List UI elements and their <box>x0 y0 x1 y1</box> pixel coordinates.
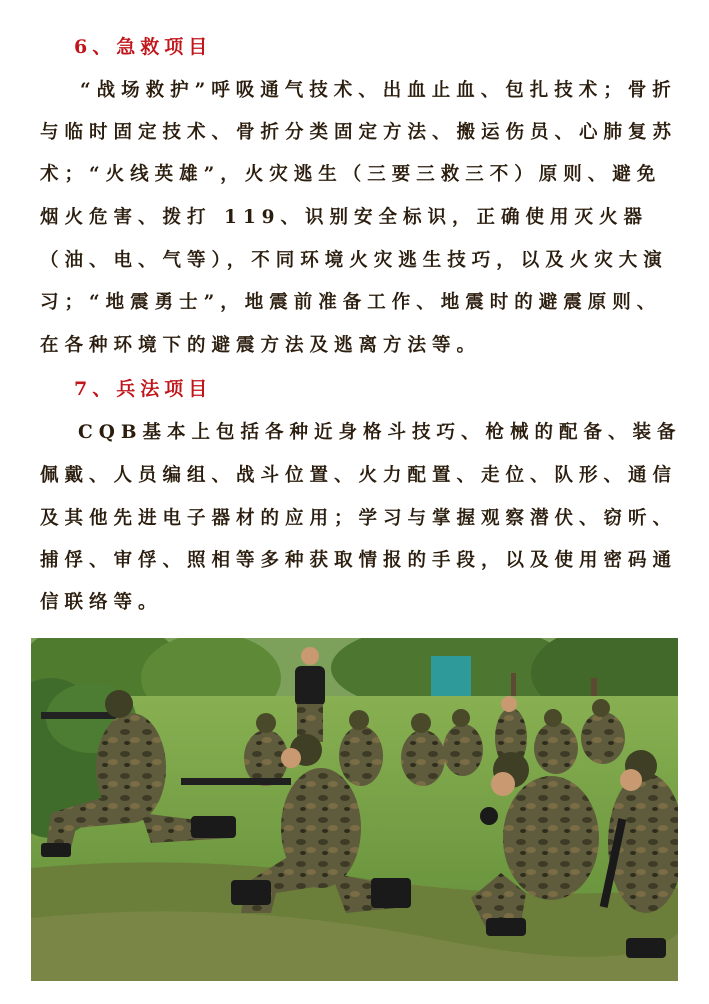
paragraph-line: 习；“地震勇士”，地震前准备工作、地震时的避震原则、 <box>40 292 662 313</box>
paragraph-line: 信联络等。 <box>40 592 163 613</box>
paragraph-line: 捕俘、审俘、照相等多种获取情报的手段，以及使用密码通 <box>40 550 678 571</box>
paragraph-line: （油、电、气等），不同环境火灾逃生技巧，以及火灾大演 <box>40 250 668 271</box>
paragraph-line: 在各种环境下的避震方法及逃离方法等。 <box>40 335 482 356</box>
training-photo <box>31 638 678 981</box>
paragraph-line: “战场救护”呼吸通气技术、出血止血、包扎技术；骨折 <box>80 80 677 101</box>
section-6-heading: 6、急救项目 <box>74 36 213 58</box>
paragraph-line: 术；“火线英雄”，火灾逃生（三要三救三不）原则、避免 <box>40 164 662 185</box>
paragraph-line: 烟火危害、拨打 119、识别安全标识，正确使用灭火器 <box>40 207 649 228</box>
paragraph-line: CQB基本上包括各种近身格斗技巧、枪械的配备、装备 <box>78 422 682 443</box>
paragraph-line: 与临时固定技术、骨折分类固定方法、搬运伤员、心肺复苏 <box>40 122 678 143</box>
paragraph-line: 佩戴、人员编组、战斗位置、火力配置、走位、队形、通信 <box>40 465 678 486</box>
section-7-heading: 7、兵法项目 <box>74 378 213 400</box>
paragraph-line: 及其他先进电子器材的应用；学习与掌握观察潜伏、窃听、 <box>40 508 678 529</box>
